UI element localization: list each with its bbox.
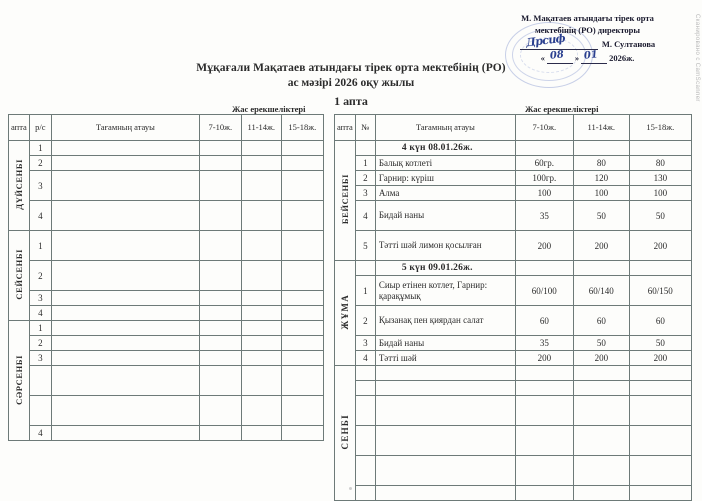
- portion-11-14-cell: [241, 426, 281, 441]
- portion-11-14-cell: [573, 396, 629, 426]
- dish-name-cell: [51, 171, 199, 201]
- portion-11-14-cell: [573, 381, 629, 396]
- row-number-cell: 1: [355, 156, 375, 171]
- portion-7-10-cell: 35: [515, 336, 573, 351]
- portion-15-18-cell: [281, 336, 323, 351]
- portion-7-10-cell: [515, 426, 573, 456]
- portion-11-14-cell: 60/140: [573, 276, 629, 306]
- day-header-no-cell: [355, 141, 375, 156]
- table-row: [9, 141, 324, 156]
- portion-7-10-cell: 60/100: [515, 276, 573, 306]
- approval-block: [480, 12, 695, 64]
- day-label-cell: [9, 231, 30, 321]
- portion-15-18-cell: 100: [629, 186, 691, 201]
- row-number-cell: [355, 426, 375, 456]
- portion-11-14-cell: [241, 351, 281, 366]
- portion-15-18-cell: [281, 261, 323, 291]
- header-age-7-10: 7-10ж.: [515, 115, 573, 141]
- table-row: [9, 306, 324, 321]
- approval-line-2: мектебінің (РО) директоры: [534, 25, 641, 36]
- signature-row: [480, 31, 695, 50]
- scanner-watermark: Сканировано с CamScanner: [694, 14, 700, 102]
- row-number-cell: 1: [355, 276, 375, 306]
- table-row: [9, 366, 324, 396]
- portion-11-14-cell: [573, 486, 629, 501]
- quote-open: «: [540, 52, 545, 63]
- portion-7-10-cell: [199, 426, 241, 441]
- portion-7-10-cell: [199, 156, 241, 171]
- header-age-11-14: 11-14ж.: [573, 115, 629, 141]
- portion-15-18-cell: [281, 291, 323, 306]
- portion-7-10-cell: [515, 456, 573, 486]
- header-no: р/с: [29, 115, 51, 141]
- document-title: [0, 62, 702, 109]
- portion-15-18-cell: [281, 366, 323, 396]
- age-caption-right: Жас ерекшеліктері: [525, 104, 599, 114]
- day-header-row: [335, 141, 692, 156]
- dish-name-cell: [51, 291, 199, 306]
- day-label-cell: [335, 261, 356, 366]
- dish-name-cell: Тәтті шәй: [375, 351, 515, 366]
- portion-15-18-cell: 200: [629, 231, 691, 261]
- portion-11-14-cell: 50: [573, 201, 629, 231]
- header-age-11-14: 11-14ж.: [241, 115, 281, 141]
- portion-7-10-cell: [199, 141, 241, 156]
- portion-11-14-cell: [241, 306, 281, 321]
- day-label-cell: [335, 366, 356, 501]
- day-header-value-cell: [573, 261, 629, 276]
- table-row: [335, 486, 692, 501]
- portion-15-18-cell: [629, 486, 691, 501]
- header-week: апта: [335, 115, 356, 141]
- day-label-cell: [9, 321, 30, 441]
- table-row: [9, 231, 324, 261]
- portion-7-10-cell: [199, 261, 241, 291]
- table-row: [9, 336, 324, 351]
- day-header-row: [335, 366, 692, 381]
- quote-close: »: [574, 52, 580, 63]
- portion-7-10-cell: [515, 486, 573, 501]
- portion-7-10-cell: [199, 306, 241, 321]
- portion-15-18-cell: [281, 351, 323, 366]
- portion-7-10-cell: [199, 171, 241, 201]
- dish-name-cell: [375, 456, 515, 486]
- day-header-value-cell: [573, 366, 629, 381]
- approval-line-1: М. Мақатаев атындағы тірек орта: [521, 13, 654, 23]
- table-row: [9, 321, 324, 336]
- portion-7-10-cell: [199, 396, 241, 426]
- day-header-value-cell: [629, 366, 691, 381]
- dish-name-cell: [51, 156, 199, 171]
- dish-name-cell: [51, 336, 199, 351]
- day-header-value-cell: [515, 366, 573, 381]
- dish-name-cell: Гарнир: күріш: [375, 171, 515, 186]
- dish-name-cell: Сиыр етінен котлет, Гарнир: қарақұмық: [375, 276, 515, 306]
- portion-15-18-cell: 50: [629, 336, 691, 351]
- approval-month: 01: [583, 49, 599, 62]
- portion-15-18-cell: 50: [629, 201, 691, 231]
- portion-11-14-cell: [241, 321, 281, 336]
- portion-11-14-cell: [573, 456, 629, 486]
- table-row: [9, 171, 324, 201]
- row-number-cell: [355, 396, 375, 426]
- approval-day: 08: [549, 49, 565, 62]
- day-header-no-cell: [355, 261, 375, 276]
- portion-11-14-cell: [241, 231, 281, 261]
- day-label: ЖҰМА: [339, 294, 350, 330]
- dish-name-cell: [375, 486, 515, 501]
- portion-7-10-cell: [199, 201, 241, 231]
- dish-name-cell: [51, 426, 199, 441]
- dish-name-cell: [51, 261, 199, 291]
- row-number-cell: 1: [29, 321, 51, 336]
- row-number-cell: 4: [29, 306, 51, 321]
- day-label: СЕЙСЕНБІ: [13, 249, 24, 300]
- table-row: [335, 351, 692, 366]
- menu-table-left: [8, 114, 324, 441]
- row-number-cell: [29, 396, 51, 426]
- day-label: БЕЙСЕНБІ: [339, 174, 350, 225]
- portion-11-14-cell: 120: [573, 171, 629, 186]
- table-row: [335, 201, 692, 231]
- dish-name-cell: Тәтті шәй лимон қосылған: [375, 231, 515, 261]
- table-row: [335, 381, 692, 396]
- row-number-cell: 3: [355, 186, 375, 201]
- dish-name-cell: [51, 201, 199, 231]
- day-header-row: [335, 261, 692, 276]
- portion-7-10-cell: [515, 396, 573, 426]
- portion-11-14-cell: [573, 426, 629, 456]
- table-row: [335, 171, 692, 186]
- dish-name-cell: [51, 231, 199, 261]
- portion-11-14-cell: 200: [573, 231, 629, 261]
- day-label-cell: [9, 141, 30, 231]
- portion-11-14-cell: 200: [573, 351, 629, 366]
- table-row: [335, 336, 692, 351]
- table-row: [335, 156, 692, 171]
- age-caption-left: Жас ерекшеліктері: [232, 104, 306, 114]
- row-number-cell: 3: [29, 171, 51, 201]
- portion-15-18-cell: [281, 321, 323, 336]
- row-number-cell: [355, 456, 375, 486]
- table-row: [335, 456, 692, 486]
- header-age-15-18: 15-18ж.: [629, 115, 691, 141]
- portion-7-10-cell: 35: [515, 201, 573, 231]
- portion-15-18-cell: 60/150: [629, 276, 691, 306]
- portion-7-10-cell: 200: [515, 231, 573, 261]
- row-number-cell: 1: [29, 231, 51, 261]
- header-age-7-10: 7-10ж.: [199, 115, 241, 141]
- day-header-value-cell: [515, 141, 573, 156]
- portion-7-10-cell: 200: [515, 351, 573, 366]
- portion-15-18-cell: [629, 426, 691, 456]
- table-row: [335, 426, 692, 456]
- portion-15-18-cell: [281, 141, 323, 156]
- approval-year: 2026ж.: [609, 52, 635, 63]
- dish-name-cell: [51, 396, 199, 426]
- row-number-cell: [355, 381, 375, 396]
- day-header-value-cell: [629, 261, 691, 276]
- portion-11-14-cell: [241, 396, 281, 426]
- row-number-cell: 4: [355, 351, 375, 366]
- portion-11-14-cell: 100: [573, 186, 629, 201]
- portion-15-18-cell: [281, 171, 323, 201]
- portion-11-14-cell: 50: [573, 336, 629, 351]
- portion-15-18-cell: [281, 306, 323, 321]
- table-header-row: [9, 115, 324, 141]
- portion-7-10-cell: 100: [515, 186, 573, 201]
- row-number-cell: 2: [29, 336, 51, 351]
- header-week: апта: [9, 115, 30, 141]
- table-row: [335, 276, 692, 306]
- dish-name-cell: [51, 321, 199, 336]
- director-name: М. Султанова: [601, 38, 656, 49]
- portion-11-14-cell: [241, 171, 281, 201]
- portion-15-18-cell: [281, 396, 323, 426]
- portion-7-10-cell: 100гр.: [515, 171, 573, 186]
- row-number-cell: 4: [29, 201, 51, 231]
- dish-name-cell: Бидай наны: [375, 336, 515, 351]
- portion-15-18-cell: [629, 396, 691, 426]
- portion-15-18-cell: [281, 231, 323, 261]
- day-header-no-cell: [355, 366, 375, 381]
- portion-11-14-cell: [241, 156, 281, 171]
- portion-11-14-cell: [241, 291, 281, 306]
- day-header-value-cell: [629, 141, 691, 156]
- portion-15-18-cell: 130: [629, 171, 691, 186]
- dish-name-cell: [51, 306, 199, 321]
- portion-11-14-cell: 80: [573, 156, 629, 171]
- dish-name-cell: Балық котлеті: [375, 156, 515, 171]
- row-number-cell: 3: [29, 291, 51, 306]
- dish-name-cell: [375, 426, 515, 456]
- row-number-cell: 3: [355, 336, 375, 351]
- portion-7-10-cell: [199, 291, 241, 306]
- row-number-cell: 1: [29, 141, 51, 156]
- portion-7-10-cell: [199, 351, 241, 366]
- portion-15-18-cell: [629, 381, 691, 396]
- header-dish: Тағамның атауы: [51, 115, 199, 141]
- portion-7-10-cell: 60гр.: [515, 156, 573, 171]
- day-header-value-cell: [573, 141, 629, 156]
- day-date-header: 4 күн 08.01.26ж.: [375, 141, 515, 156]
- row-number-cell: 2: [29, 261, 51, 291]
- row-number-cell: 5: [355, 231, 375, 261]
- portion-15-18-cell: 200: [629, 351, 691, 366]
- title-line-1: Мұқағали Мақатаев атындағы тірек орта мектебінің (РО): [196, 62, 506, 74]
- scan-artifact: [349, 487, 352, 490]
- day-date-header: 5 күн 09.01.26ж.: [375, 261, 515, 276]
- day-label: СӘРСЕНБІ: [13, 354, 24, 405]
- portion-7-10-cell: [199, 336, 241, 351]
- row-number-cell: [29, 366, 51, 396]
- row-number-cell: 2: [355, 306, 375, 336]
- header-dish: Тағамның атауы: [375, 115, 515, 141]
- portion-11-14-cell: [241, 141, 281, 156]
- table-row: [9, 156, 324, 171]
- table-row: [9, 426, 324, 441]
- director-signature: Дрсиф: [525, 31, 566, 50]
- portion-7-10-cell: [199, 366, 241, 396]
- table-row: [335, 231, 692, 261]
- row-number-cell: 4: [355, 201, 375, 231]
- portion-15-18-cell: [629, 456, 691, 486]
- header-no: №: [355, 115, 375, 141]
- header-age-15-18: 15-18ж.: [281, 115, 323, 141]
- portion-15-18-cell: [281, 426, 323, 441]
- table-row: [335, 396, 692, 426]
- portion-7-10-cell: [199, 321, 241, 336]
- table-row: [9, 291, 324, 306]
- portion-15-18-cell: 60: [629, 306, 691, 336]
- menu-table-right: [334, 114, 692, 501]
- day-header-value-cell: [515, 261, 573, 276]
- day-label: ДҮЙСЕНБІ: [13, 159, 24, 210]
- dish-name-cell: Қызанақ пен қиярдан салат: [375, 306, 515, 336]
- day-label: СЕНБІ: [339, 414, 350, 450]
- portion-11-14-cell: 60: [573, 306, 629, 336]
- portion-15-18-cell: [281, 201, 323, 231]
- portion-11-14-cell: [241, 201, 281, 231]
- portion-7-10-cell: [515, 381, 573, 396]
- row-number-cell: 2: [355, 171, 375, 186]
- portion-7-10-cell: [199, 231, 241, 261]
- dish-name-cell: [51, 351, 199, 366]
- dish-name-cell: [375, 381, 515, 396]
- portion-11-14-cell: [241, 336, 281, 351]
- portion-11-14-cell: [241, 366, 281, 396]
- table-row: [9, 201, 324, 231]
- row-number-cell: 3: [29, 351, 51, 366]
- table-row: [9, 396, 324, 426]
- table-row: [9, 351, 324, 366]
- portion-15-18-cell: 80: [629, 156, 691, 171]
- dish-name-cell: [51, 141, 199, 156]
- day-date-header: [375, 366, 515, 381]
- row-number-cell: 4: [29, 426, 51, 441]
- table-row: [335, 306, 692, 336]
- table-header-row: [335, 115, 692, 141]
- row-number-cell: 2: [29, 156, 51, 171]
- dish-name-cell: Бидай наны: [375, 201, 515, 231]
- portion-11-14-cell: [241, 261, 281, 291]
- dish-name-cell: Алма: [375, 186, 515, 201]
- portion-15-18-cell: [281, 156, 323, 171]
- day-label-cell: [335, 141, 356, 261]
- title-line-3: 1 апта: [334, 94, 368, 108]
- portion-7-10-cell: 60: [515, 306, 573, 336]
- dish-name-cell: [51, 366, 199, 396]
- dish-name-cell: [375, 396, 515, 426]
- table-row: [335, 186, 692, 201]
- title-line-2: ас мәзірі 2026 оқу жылы: [287, 77, 415, 89]
- row-number-cell: [355, 486, 375, 501]
- table-row: [9, 261, 324, 291]
